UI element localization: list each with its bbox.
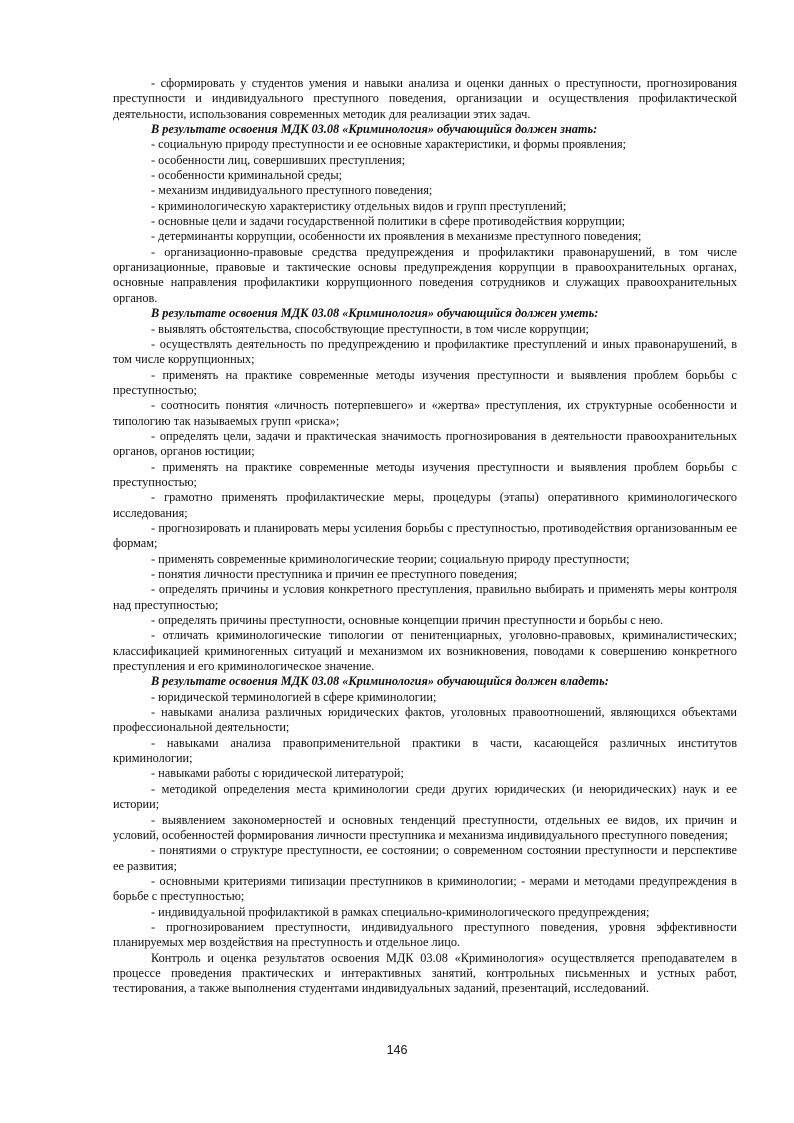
list-item: - определять причины преступности, основные концепции причин преступности и борьбы с нею. [151, 613, 664, 628]
list-item: - навыками анализа различных юридических фактов, уголовных правоотношений, являющихся объектами профессиональной деятельности; [113, 705, 737, 735]
list-item: - отличать криминологические типологии от пенитенциарных, уголовно-правовых, криминалистических; классификацией криминогенных ситуаций и механизмом их возникновения, поводами к совершению конкретного преступления и его криминологическое значение. [113, 628, 737, 674]
list-item: - прогнозировать и планировать меры усиления борьбы с преступностью, противодействия организованным ее формам; [113, 520, 737, 551]
paragraph: - сформировать у студентов умения и навыки анализа и оценки данных о преступности, прогнозирования преступности и индивидуального преступного поведения, организации и осуществления профилактической деятельности, использования современных методик для реализации этих задач. [113, 76, 737, 121]
list-item: - применять на практике современные методы изучения преступности и выявления проблем борьбы с преступностью; [113, 459, 737, 489]
page-number: 146 [386, 1043, 408, 1057]
section-heading-able: В результате освоения МДК 03.08 «Криминология» обучающийся должен уметь: [151, 306, 599, 321]
list-item: - основными критериями типизации преступников в криминологии; - мерами и методами предупреждения в борьбе с преступностью; [113, 873, 737, 904]
list-item: - основные цели и задачи государственной политики в сфере противодействия коррупции; [151, 214, 625, 229]
list-item: - понятиями о структуре преступности, ее состоянии; о современном состоянии преступности и перспективе ее развития; [113, 843, 737, 873]
list-item: - особенности криминальной среды; [151, 168, 343, 183]
list-item: - навыками анализа правоприменительной практики в части, касающейся различных институтов криминологии; [113, 735, 737, 766]
list-item: - механизм индивидуального преступного поведения; [151, 183, 433, 198]
list-item: - навыками работы с юридической литературой; [151, 766, 404, 781]
list-item: - определять цели, задачи и практическая значимость прогнозирования в деятельности правоохранительных органов, органов юстиции; [113, 428, 737, 459]
list-item: - выявлять обстоятельства, способствующие преступности, в том числе коррупции; [151, 321, 589, 336]
section-heading-know: В результате освоения МДК 03.08 «Криминология» обучающийся должен знать: [151, 122, 598, 137]
list-item: - индивидуальной профилактикой в рамках специально-криминологического предупреждения; [151, 904, 650, 919]
list-item: - осуществлять деятельность по предупреждению и профилактике преступлений и иных правонарушений, в том числе коррупционных; [113, 336, 737, 367]
closing-paragraph: Контроль и оценка результатов освоения МДК 03.08 «Криминология» осуществляется преподавателем в процессе проведения практических и интерактивных занятий, контрольных письменных и устных работ, тестирования, а также выполнения студентами индивидуальных заданий, презентаций, исследований. [113, 950, 737, 996]
list-item: - прогнозированием преступности, индивидуального преступного поведения, уровня эффективности планируемых мер воздействия на преступность и отдельное лицо. [113, 919, 737, 950]
section-heading-master: В результате освоения МДК 03.08 «Криминология» обучающийся должен владеть: [151, 674, 609, 689]
list-item: - особенности лиц, совершивших преступления; [151, 152, 406, 167]
list-item: - детерминанты коррупции, особенности их проявления в механизме преступного поведения; [151, 229, 642, 244]
list-item: - грамотно применять профилактические меры, процедуры (этапы) оперативного криминологического исследования; [113, 490, 737, 520]
list-item: - организационно-правовые средства предупреждения и профилактики правонарушений, в том числе организационные, правовые и тактические основы предупреждения коррупции в правоохранительных органах, основные направления профилактики коррупционного поведения сотрудников и служащих правоохранительных органов. [113, 244, 737, 305]
list-item: - юридической терминологией в сфере криминологии; [151, 689, 437, 704]
list-item: - выявлением закономерностей и основных тенденций преступности, отдельных ее видов, их причин и условий, особенностей формирования личности преступника и механизма индивидуального преступного поведения; [113, 812, 737, 842]
list-item: - социальную природу преступности и ее основные характеристики, и формы проявления; [151, 137, 627, 152]
list-item: - методикой определения места криминологии среди других юридических (и неюридических) наук и ее истории; [113, 781, 737, 812]
list-item: - применять современные криминологические теории; социальную природу преступности; [151, 551, 630, 566]
list-item: - применять на практике современные методы изучения преступности и выявления проблем борьбы с преступностью; [113, 367, 737, 397]
list-item: - определять причины и условия конкретного преступления, правильно выбирать и применять меры контроля над преступностью; [113, 582, 737, 612]
list-item: - криминологическую характеристику отдельных видов и групп преступлений; [151, 198, 567, 213]
list-item: - понятия личности преступника и причин ее преступного поведения; [151, 567, 518, 581]
list-item: - соотносить понятия «личность потерпевшего» и «жертва» преступления, их структурные особенности и типологию так называемых групп «риска»; [113, 398, 737, 428]
document-body [113, 76, 737, 997]
